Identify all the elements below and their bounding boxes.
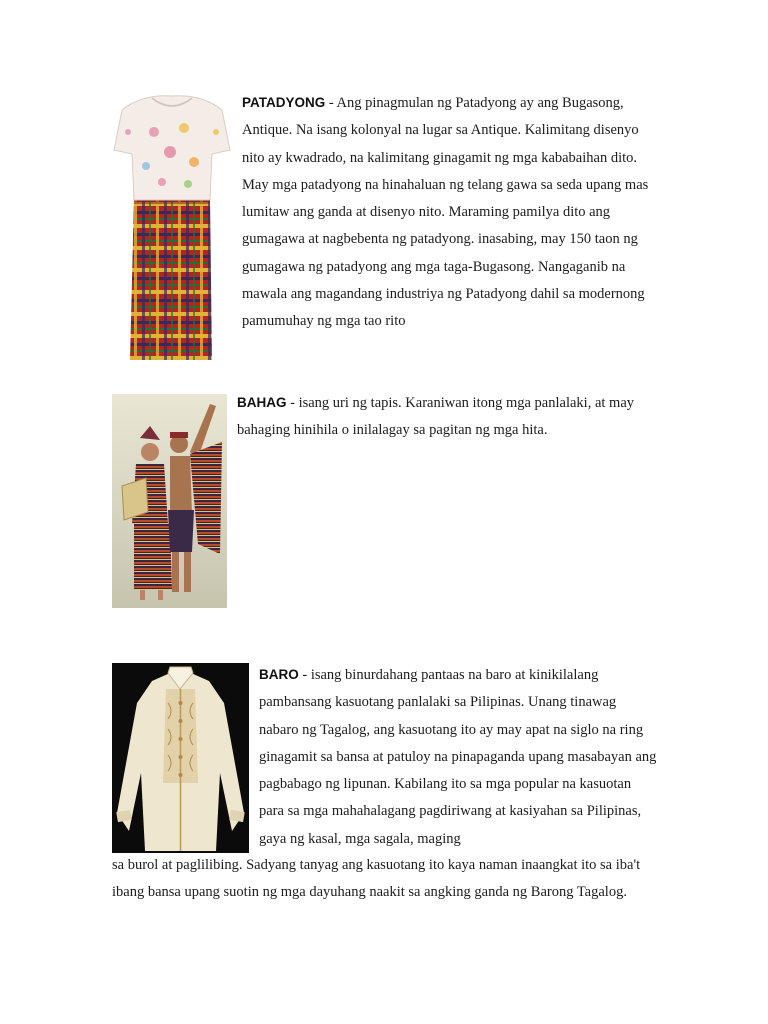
patadyong-text: - Ang pinagmulan ng Patadyong ay ang Bugasong, Antique. Na isang kolonyal na lugar sa Antique. Kalimitang disenyo nito ay kwadrado, na kalimitang ginagamit ng mga kababaihan dito. May mga patadyong na hinahaluan ng telang gawa sa seda upang mas lumitaw ang ganda at disenyo nito. Maraming pamilya dito ang gumagawa at nagbebenta ng patadyong. inasabing, may 150 taon ng gumagawa ng patadyong ang mga taga-Bugasong. Nangaganib na mawala ang magandang industriya ng Patadyong dahil sa modernong pamumuhay ng mga tao rito: [242, 95, 649, 330]
bahag-term: BAHAG: [237, 395, 287, 410]
baro-text-continued: sa burol at paglilibing. Sadyang tanyag ang kasuotang ito kaya naman inaangkat ito sa iba't ibang bansa upang suotin ng mga dayuhang naakit sa angking ganda ng Barong Tagalog.: [112, 857, 641, 901]
bahag-image: [112, 394, 227, 608]
patadyong-image: [112, 92, 232, 362]
baro-description-continued: [112, 852, 657, 907]
patadyong-description: [242, 89, 657, 336]
baro-text: - isang binurdahang pantaas na baro at kinikilalang pambansang kasuotang panlalaki sa Pilipinas. Unang tinawag nabaro ng Tagalog, ang kasuotang ito ay may apat na siglo na ring ginagamit sa bansa at patuloy na pinapaganda upang masabayan ang pagbabago ng lipunan. Kabilang ito sa mga popular na kasuotan para sa mga mahahalagang pagdiriwang at kasiyahan sa Pilipinas, gaya ng kasal, mga sagala, maging: [259, 667, 657, 847]
baro-description: [259, 661, 657, 853]
bahag-description: [237, 389, 652, 445]
patadyong-term: PATADYONG: [242, 95, 326, 110]
barong-image: [112, 663, 249, 853]
baro-term: BARO: [259, 667, 299, 682]
bahag-text: - isang uri ng tapis. Karaniwan itong mga panlalaki, at may bahaging hinihila o inilalagay sa pagitan ng mga hita.: [237, 395, 635, 439]
